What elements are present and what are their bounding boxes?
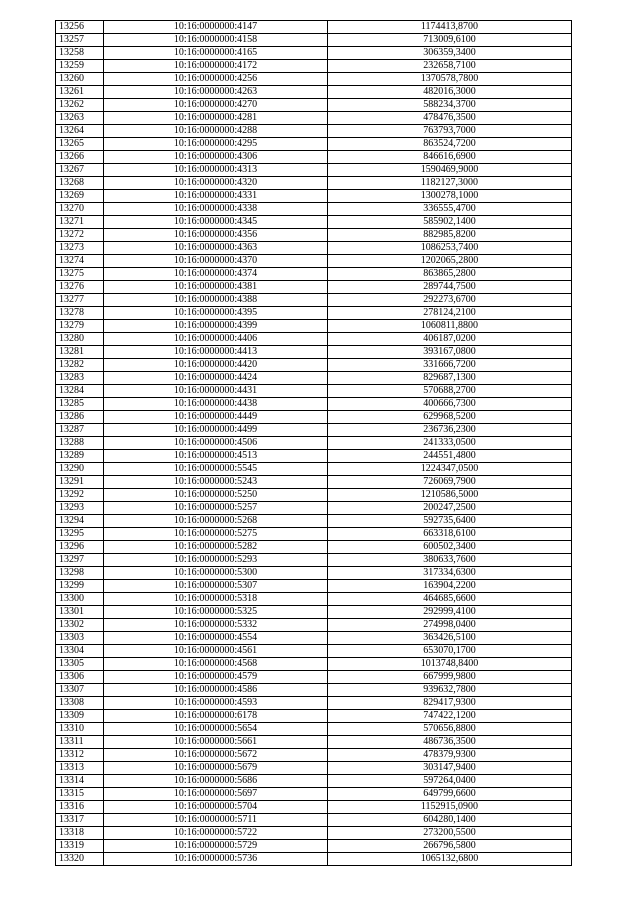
cadastral-number-cell: 10:16:0000000:5243 xyxy=(104,476,328,489)
cadastral-number-cell: 10:16:0000000:4165 xyxy=(104,47,328,60)
value-cell: 1174413,8700 xyxy=(328,21,572,34)
value-cell: 331666,7200 xyxy=(328,359,572,372)
cadastral-number-cell: 10:16:0000000:5307 xyxy=(104,580,328,593)
value-cell: 380633,7600 xyxy=(328,554,572,567)
value-cell: 663318,6100 xyxy=(328,528,572,541)
row-number-cell: 13291 xyxy=(56,476,104,489)
table-row xyxy=(56,21,572,34)
row-number-cell: 13276 xyxy=(56,281,104,294)
cadastral-number-cell: 10:16:0000000:5282 xyxy=(104,541,328,554)
table-row xyxy=(56,437,572,450)
table-row xyxy=(56,268,572,281)
row-number-cell: 13257 xyxy=(56,34,104,47)
value-cell: 236736,2300 xyxy=(328,424,572,437)
table-row xyxy=(56,814,572,827)
row-number-cell: 13306 xyxy=(56,671,104,684)
row-number-cell: 13314 xyxy=(56,775,104,788)
row-number-cell: 13290 xyxy=(56,463,104,476)
value-cell: 406187,0200 xyxy=(328,333,572,346)
value-cell: 585902,1400 xyxy=(328,216,572,229)
value-cell: 1210586,5000 xyxy=(328,489,572,502)
row-number-cell: 13271 xyxy=(56,216,104,229)
value-cell: 486736,3500 xyxy=(328,736,572,749)
table-row xyxy=(56,528,572,541)
cadastral-number-cell: 10:16:0000000:5661 xyxy=(104,736,328,749)
row-number-cell: 13318 xyxy=(56,827,104,840)
cadastral-number-cell: 10:16:0000000:4420 xyxy=(104,359,328,372)
value-cell: 570656,8800 xyxy=(328,723,572,736)
cadastral-number-cell: 10:16:0000000:5332 xyxy=(104,619,328,632)
row-number-cell: 13292 xyxy=(56,489,104,502)
table-row xyxy=(56,736,572,749)
value-cell: 292273,6700 xyxy=(328,294,572,307)
value-cell: 163904,2200 xyxy=(328,580,572,593)
row-number-cell: 13295 xyxy=(56,528,104,541)
cadastral-number-cell: 10:16:0000000:4413 xyxy=(104,346,328,359)
row-number-cell: 13269 xyxy=(56,190,104,203)
value-cell: 200247,2500 xyxy=(328,502,572,515)
cadastral-number-cell: 10:16:0000000:4431 xyxy=(104,385,328,398)
row-number-cell: 13297 xyxy=(56,554,104,567)
cadastral-number-cell: 10:16:0000000:4438 xyxy=(104,398,328,411)
row-number-cell: 13277 xyxy=(56,294,104,307)
value-cell: 653070,1700 xyxy=(328,645,572,658)
table-row xyxy=(56,684,572,697)
cadastral-number-cell: 10:16:0000000:4579 xyxy=(104,671,328,684)
value-cell: 588234,3700 xyxy=(328,99,572,112)
row-number-cell: 13270 xyxy=(56,203,104,216)
row-number-cell: 13263 xyxy=(56,112,104,125)
value-cell: 747422,1200 xyxy=(328,710,572,723)
cadastral-number-cell: 10:16:0000000:4381 xyxy=(104,281,328,294)
cadastral-number-cell: 10:16:0000000:5697 xyxy=(104,788,328,801)
cadastral-number-cell: 10:16:0000000:5275 xyxy=(104,528,328,541)
table-row xyxy=(56,450,572,463)
table-row xyxy=(56,840,572,853)
row-number-cell: 13296 xyxy=(56,541,104,554)
row-number-cell: 13308 xyxy=(56,697,104,710)
table-row xyxy=(56,801,572,814)
table-row xyxy=(56,723,572,736)
value-cell: 317334,6300 xyxy=(328,567,572,580)
cadastral-number-cell: 10:16:0000000:5268 xyxy=(104,515,328,528)
table-row xyxy=(56,788,572,801)
row-number-cell: 13285 xyxy=(56,398,104,411)
table-row xyxy=(56,697,572,710)
table-row xyxy=(56,294,572,307)
cadastral-number-cell: 10:16:0000000:4449 xyxy=(104,411,328,424)
cadastral-number-cell: 10:16:0000000:4499 xyxy=(104,424,328,437)
table-row xyxy=(56,385,572,398)
cadastral-number-cell: 10:16:0000000:4424 xyxy=(104,372,328,385)
cadastral-number-cell: 10:16:0000000:5729 xyxy=(104,840,328,853)
value-cell: 289744,7500 xyxy=(328,281,572,294)
value-cell: 713009,6100 xyxy=(328,34,572,47)
value-cell: 829417,9300 xyxy=(328,697,572,710)
cadastral-number-cell: 10:16:0000000:4270 xyxy=(104,99,328,112)
row-number-cell: 13259 xyxy=(56,60,104,73)
cadastral-number-cell: 10:16:0000000:4399 xyxy=(104,320,328,333)
row-number-cell: 13315 xyxy=(56,788,104,801)
table-row xyxy=(56,242,572,255)
table-row xyxy=(56,359,572,372)
table-row xyxy=(56,580,572,593)
cadastral-number-cell: 10:16:0000000:4256 xyxy=(104,73,328,86)
cadastral-number-cell: 10:16:0000000:4406 xyxy=(104,333,328,346)
value-cell: 266796,5800 xyxy=(328,840,572,853)
cadastral-number-cell: 10:16:0000000:4586 xyxy=(104,684,328,697)
table-row xyxy=(56,554,572,567)
value-cell: 863524,7200 xyxy=(328,138,572,151)
cadastral-number-cell: 10:16:0000000:5300 xyxy=(104,567,328,580)
cadastral-number-cell: 10:16:0000000:4395 xyxy=(104,307,328,320)
row-number-cell: 13294 xyxy=(56,515,104,528)
table-row xyxy=(56,463,572,476)
value-cell: 482016,3000 xyxy=(328,86,572,99)
cadastral-number-cell: 10:16:0000000:4506 xyxy=(104,437,328,450)
table-row xyxy=(56,125,572,138)
table-row xyxy=(56,138,572,151)
table-row xyxy=(56,827,572,840)
value-cell: 667999,9800 xyxy=(328,671,572,684)
table-row xyxy=(56,190,572,203)
value-cell: 592735,6400 xyxy=(328,515,572,528)
value-cell: 863865,2800 xyxy=(328,268,572,281)
cadastral-number-cell: 10:16:0000000:6178 xyxy=(104,710,328,723)
row-number-cell: 13283 xyxy=(56,372,104,385)
value-cell: 829687,1300 xyxy=(328,372,572,385)
value-cell: 846616,6900 xyxy=(328,151,572,164)
row-number-cell: 13264 xyxy=(56,125,104,138)
row-number-cell: 13275 xyxy=(56,268,104,281)
table-row xyxy=(56,86,572,99)
value-cell: 882985,8200 xyxy=(328,229,572,242)
cadastral-number-cell: 10:16:0000000:5722 xyxy=(104,827,328,840)
table-row xyxy=(56,749,572,762)
table-row xyxy=(56,489,572,502)
table-row xyxy=(56,515,572,528)
table-row xyxy=(56,762,572,775)
row-number-cell: 13302 xyxy=(56,619,104,632)
cadastral-number-cell: 10:16:0000000:5736 xyxy=(104,853,328,866)
value-cell: 478476,3500 xyxy=(328,112,572,125)
value-cell: 232658,7100 xyxy=(328,60,572,73)
cadastral-number-cell: 10:16:0000000:4158 xyxy=(104,34,328,47)
row-number-cell: 13289 xyxy=(56,450,104,463)
row-number-cell: 13300 xyxy=(56,593,104,606)
row-number-cell: 13284 xyxy=(56,385,104,398)
row-number-cell: 13261 xyxy=(56,86,104,99)
value-cell: 649799,6600 xyxy=(328,788,572,801)
row-number-cell: 13260 xyxy=(56,73,104,86)
cadastral-number-cell: 10:16:0000000:5325 xyxy=(104,606,328,619)
value-cell: 726069,7900 xyxy=(328,476,572,489)
table-row xyxy=(56,164,572,177)
value-cell: 570688,2700 xyxy=(328,385,572,398)
value-cell: 1086253,7400 xyxy=(328,242,572,255)
value-cell: 273200,5500 xyxy=(328,827,572,840)
value-cell: 274998,0400 xyxy=(328,619,572,632)
value-cell: 1224347,0500 xyxy=(328,463,572,476)
row-number-cell: 13316 xyxy=(56,801,104,814)
cadastral-number-cell: 10:16:0000000:4313 xyxy=(104,164,328,177)
cadastral-number-cell: 10:16:0000000:4345 xyxy=(104,216,328,229)
row-number-cell: 13256 xyxy=(56,21,104,34)
cadastral-number-cell: 10:16:0000000:5654 xyxy=(104,723,328,736)
table-row xyxy=(56,424,572,437)
row-number-cell: 13288 xyxy=(56,437,104,450)
cadastral-number-cell: 10:16:0000000:4554 xyxy=(104,632,328,645)
cadastral-number-cell: 10:16:0000000:5679 xyxy=(104,762,328,775)
table-row xyxy=(56,229,572,242)
cadastral-number-cell: 10:16:0000000:5293 xyxy=(104,554,328,567)
cadastral-number-cell: 10:16:0000000:4306 xyxy=(104,151,328,164)
value-cell: 1202065,2800 xyxy=(328,255,572,268)
value-cell: 629968,5200 xyxy=(328,411,572,424)
cadastral-number-cell: 10:16:0000000:4568 xyxy=(104,658,328,671)
table-row xyxy=(56,47,572,60)
row-number-cell: 13272 xyxy=(56,229,104,242)
table-row xyxy=(56,177,572,190)
row-number-cell: 13280 xyxy=(56,333,104,346)
row-number-cell: 13301 xyxy=(56,606,104,619)
row-number-cell: 13309 xyxy=(56,710,104,723)
row-number-cell: 13287 xyxy=(56,424,104,437)
cadastral-number-cell: 10:16:0000000:4561 xyxy=(104,645,328,658)
table-row xyxy=(56,541,572,554)
value-cell: 336555,4700 xyxy=(328,203,572,216)
value-cell: 393167,0800 xyxy=(328,346,572,359)
table-row xyxy=(56,60,572,73)
table-row xyxy=(56,346,572,359)
table-row xyxy=(56,671,572,684)
table-row xyxy=(56,73,572,86)
row-number-cell: 13305 xyxy=(56,658,104,671)
cadastral-number-cell: 10:16:0000000:4513 xyxy=(104,450,328,463)
cadastral-number-cell: 10:16:0000000:4320 xyxy=(104,177,328,190)
cadastral-number-cell: 10:16:0000000:4172 xyxy=(104,60,328,73)
table-row xyxy=(56,619,572,632)
row-number-cell: 13268 xyxy=(56,177,104,190)
row-number-cell: 13319 xyxy=(56,840,104,853)
row-number-cell: 13262 xyxy=(56,99,104,112)
table-row xyxy=(56,606,572,619)
row-number-cell: 13274 xyxy=(56,255,104,268)
cadastral-number-cell: 10:16:0000000:5704 xyxy=(104,801,328,814)
table-row xyxy=(56,99,572,112)
cadastral-number-cell: 10:16:0000000:4295 xyxy=(104,138,328,151)
row-number-cell: 13313 xyxy=(56,762,104,775)
cadastral-number-cell: 10:16:0000000:5686 xyxy=(104,775,328,788)
cadastral-number-cell: 10:16:0000000:5672 xyxy=(104,749,328,762)
row-number-cell: 13282 xyxy=(56,359,104,372)
table-row xyxy=(56,333,572,346)
value-cell: 303147,9400 xyxy=(328,762,572,775)
table-row xyxy=(56,34,572,47)
row-number-cell: 13311 xyxy=(56,736,104,749)
value-cell: 306359,3400 xyxy=(328,47,572,60)
value-cell: 241333,0500 xyxy=(328,437,572,450)
value-cell: 1370578,7800 xyxy=(328,73,572,86)
table-row xyxy=(56,216,572,229)
cadastral-number-cell: 10:16:0000000:5711 xyxy=(104,814,328,827)
value-cell: 400666,7300 xyxy=(328,398,572,411)
cadastral-number-cell: 10:16:0000000:5250 xyxy=(104,489,328,502)
value-cell: 464685,6600 xyxy=(328,593,572,606)
cadastral-number-cell: 10:16:0000000:4288 xyxy=(104,125,328,138)
cadastral-number-cell: 10:16:0000000:5545 xyxy=(104,463,328,476)
value-cell: 597264,0400 xyxy=(328,775,572,788)
row-number-cell: 13281 xyxy=(56,346,104,359)
table-row xyxy=(56,710,572,723)
value-cell: 1300278,1000 xyxy=(328,190,572,203)
row-number-cell: 13286 xyxy=(56,411,104,424)
table-row xyxy=(56,255,572,268)
row-number-cell: 13258 xyxy=(56,47,104,60)
value-cell: 363426,5100 xyxy=(328,632,572,645)
row-number-cell: 13310 xyxy=(56,723,104,736)
value-cell: 1182127,3000 xyxy=(328,177,572,190)
value-cell: 763793,7000 xyxy=(328,125,572,138)
table-row xyxy=(56,411,572,424)
table-row xyxy=(56,476,572,489)
cadastral-number-cell: 10:16:0000000:4370 xyxy=(104,255,328,268)
table-row xyxy=(56,567,572,580)
row-number-cell: 13279 xyxy=(56,320,104,333)
value-cell: 292999,4100 xyxy=(328,606,572,619)
row-number-cell: 13320 xyxy=(56,853,104,866)
value-cell: 1065132,6800 xyxy=(328,853,572,866)
row-number-cell: 13298 xyxy=(56,567,104,580)
table-row xyxy=(56,203,572,216)
table-row xyxy=(56,307,572,320)
value-cell: 1013748,8400 xyxy=(328,658,572,671)
value-cell: 278124,2100 xyxy=(328,307,572,320)
cadastral-number-cell: 10:16:0000000:4147 xyxy=(104,21,328,34)
document-page xyxy=(55,20,571,866)
table-row xyxy=(56,281,572,294)
cadastral-number-cell: 10:16:0000000:4281 xyxy=(104,112,328,125)
cadastral-number-cell: 10:16:0000000:4338 xyxy=(104,203,328,216)
table-row xyxy=(56,151,572,164)
table-row xyxy=(56,658,572,671)
row-number-cell: 13303 xyxy=(56,632,104,645)
row-number-cell: 13307 xyxy=(56,684,104,697)
row-number-cell: 13273 xyxy=(56,242,104,255)
row-number-cell: 13278 xyxy=(56,307,104,320)
value-cell: 1152915,0900 xyxy=(328,801,572,814)
value-cell: 939632,7800 xyxy=(328,684,572,697)
table-row xyxy=(56,645,572,658)
row-number-cell: 13312 xyxy=(56,749,104,762)
table-row xyxy=(56,320,572,333)
table-row xyxy=(56,775,572,788)
cadastral-number-cell: 10:16:0000000:4388 xyxy=(104,294,328,307)
row-number-cell: 13299 xyxy=(56,580,104,593)
cadastral-number-cell: 10:16:0000000:4263 xyxy=(104,86,328,99)
cadastral-number-cell: 10:16:0000000:5318 xyxy=(104,593,328,606)
table-row xyxy=(56,632,572,645)
table-body xyxy=(56,21,572,866)
value-cell: 478379,9300 xyxy=(328,749,572,762)
table-row xyxy=(56,853,572,866)
value-cell: 244551,4800 xyxy=(328,450,572,463)
row-number-cell: 13267 xyxy=(56,164,104,177)
row-number-cell: 13304 xyxy=(56,645,104,658)
value-cell: 600502,3400 xyxy=(328,541,572,554)
cadastral-number-cell: 10:16:0000000:4363 xyxy=(104,242,328,255)
cadastral-number-cell: 10:16:0000000:4593 xyxy=(104,697,328,710)
value-cell: 1590469,9000 xyxy=(328,164,572,177)
value-cell: 1060811,8800 xyxy=(328,320,572,333)
table-row xyxy=(56,593,572,606)
row-number-cell: 13266 xyxy=(56,151,104,164)
row-number-cell: 13317 xyxy=(56,814,104,827)
cadastral-number-cell: 10:16:0000000:5257 xyxy=(104,502,328,515)
data-table xyxy=(55,20,572,866)
table-row xyxy=(56,372,572,385)
cadastral-number-cell: 10:16:0000000:4356 xyxy=(104,229,328,242)
cadastral-number-cell: 10:16:0000000:4374 xyxy=(104,268,328,281)
cadastral-number-cell: 10:16:0000000:4331 xyxy=(104,190,328,203)
table-row xyxy=(56,398,572,411)
value-cell: 604280,1400 xyxy=(328,814,572,827)
table-row xyxy=(56,502,572,515)
row-number-cell: 13293 xyxy=(56,502,104,515)
table-row xyxy=(56,112,572,125)
row-number-cell: 13265 xyxy=(56,138,104,151)
